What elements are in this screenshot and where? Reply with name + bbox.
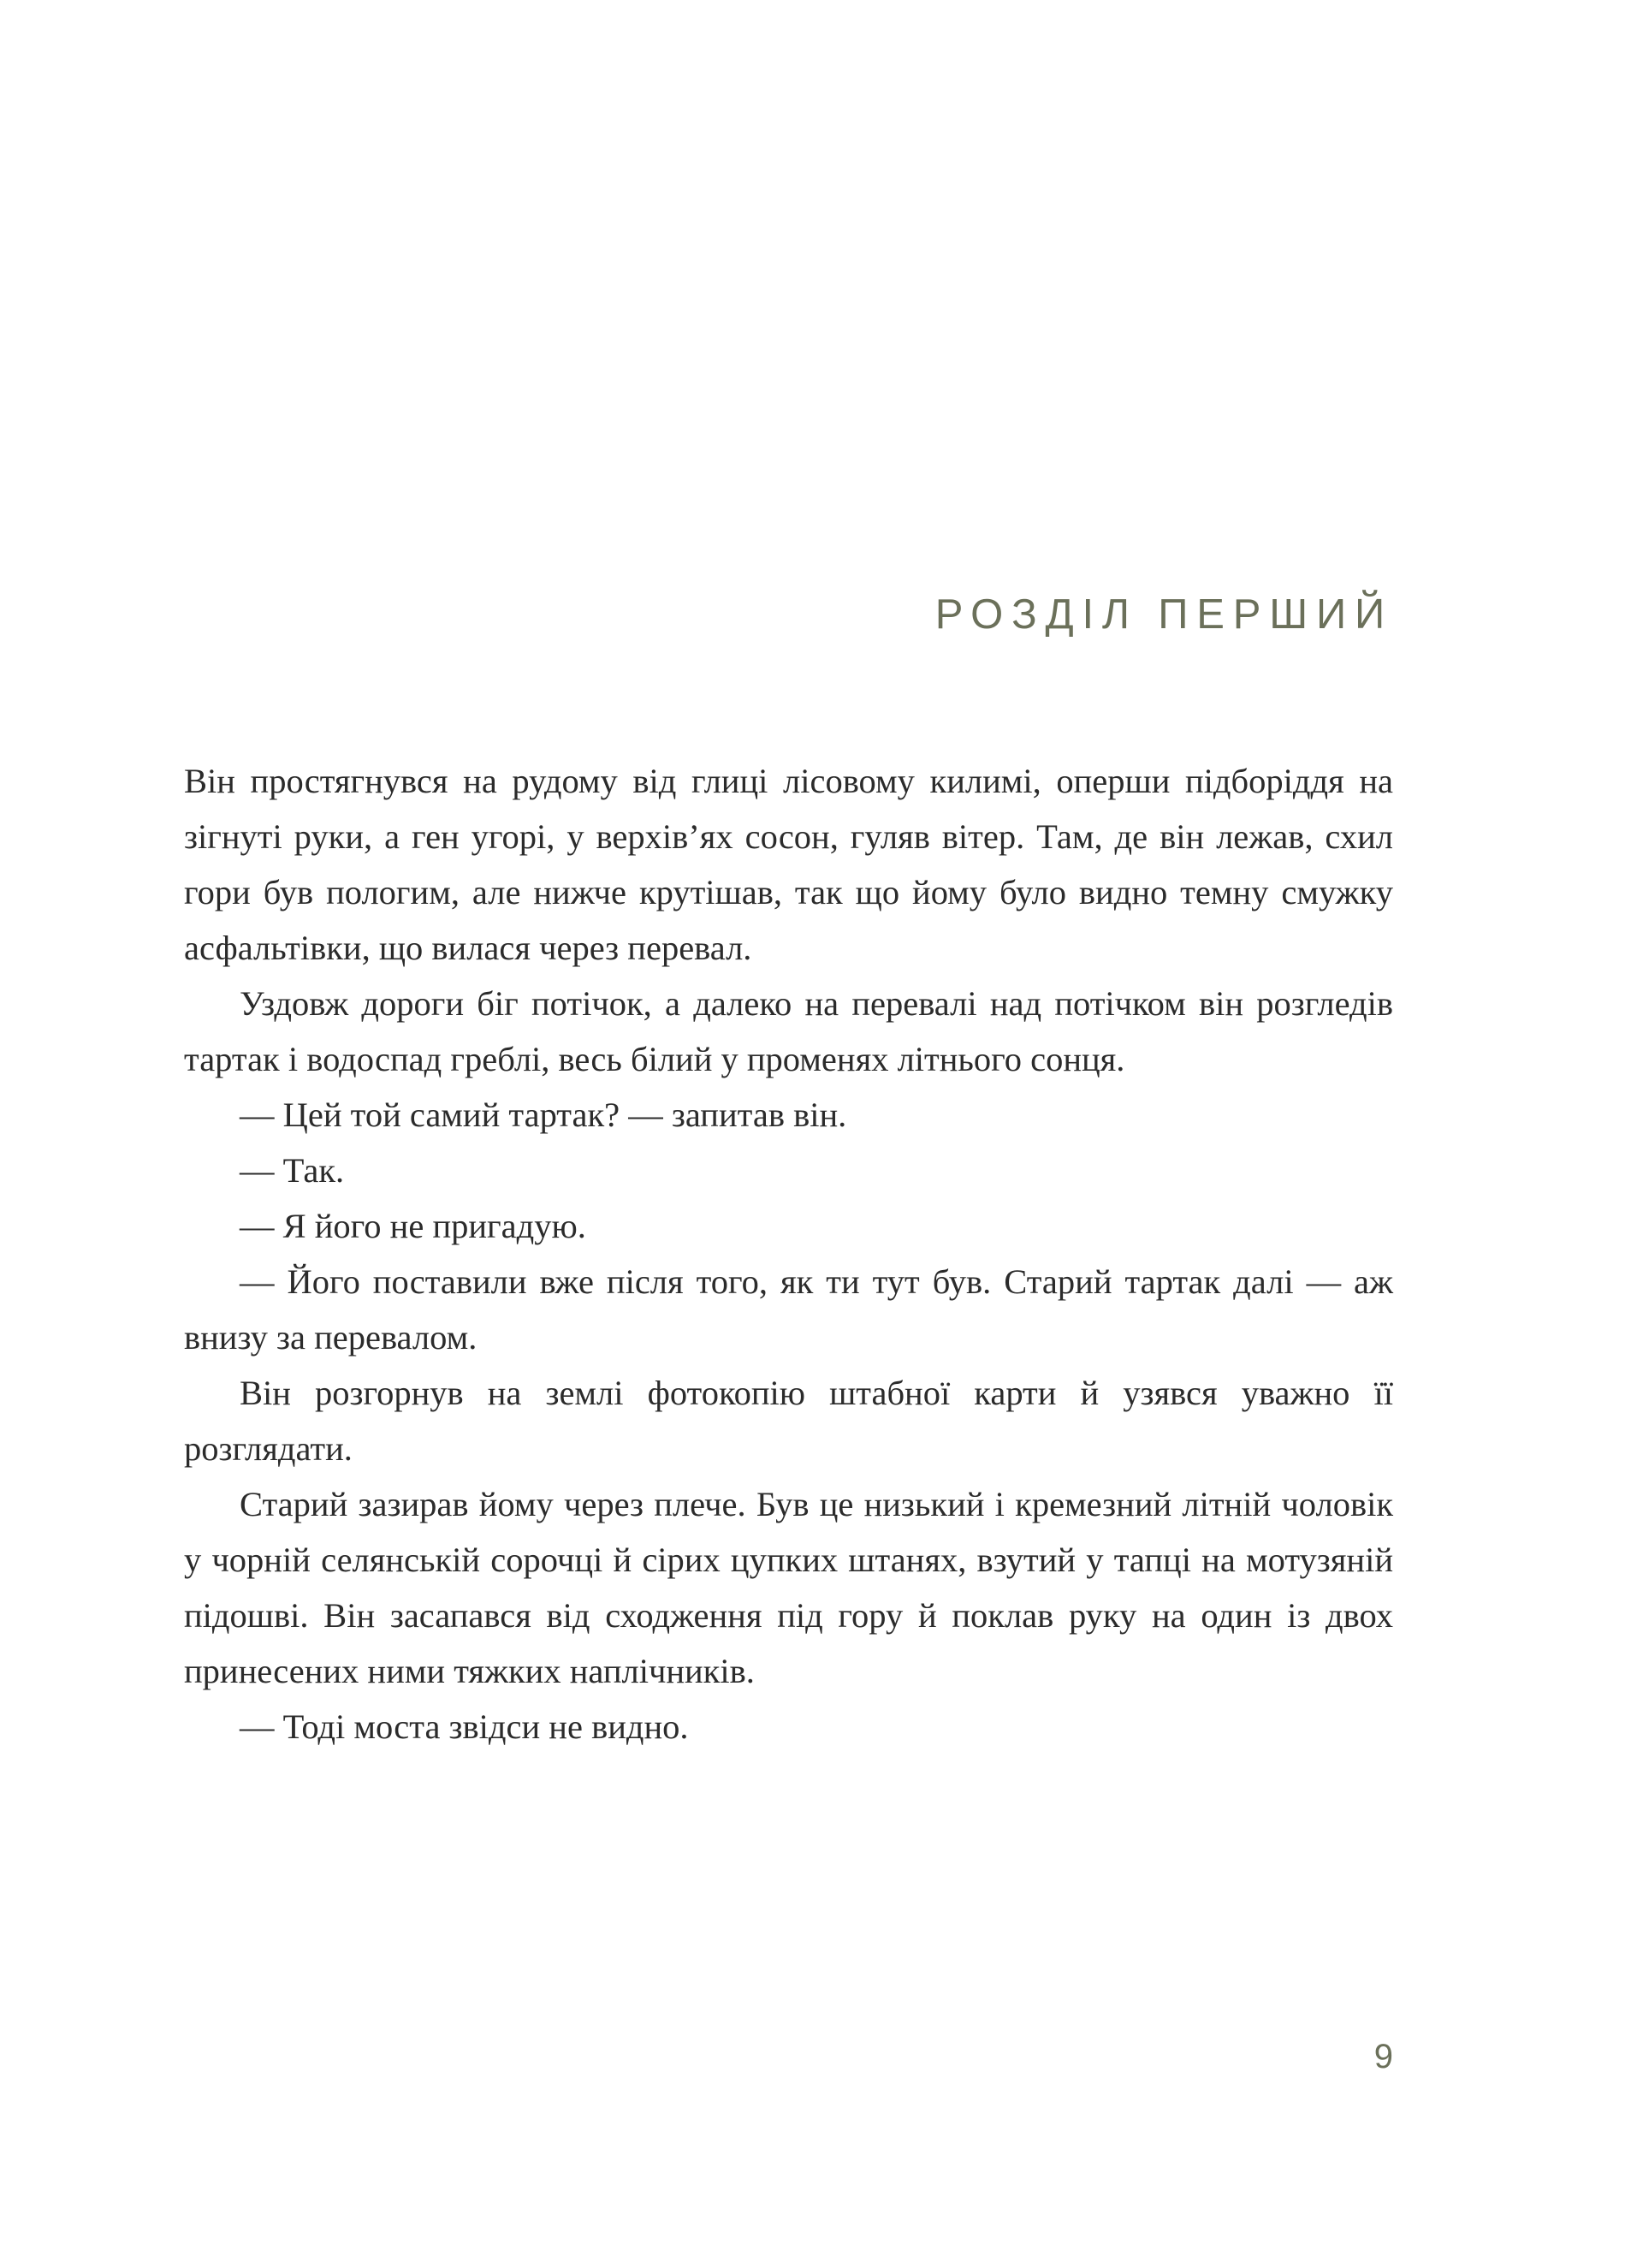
dialogue-line: — Так. <box>240 1151 345 1190</box>
text-column <box>184 0 1393 2268</box>
chapter-heading: РОЗДІЛ ПЕРШИЙ <box>934 591 1393 638</box>
dialogue-line: — Його поставили вже після того, як ти тут був. Старий тартак далі — аж внизу за перевалом. <box>184 1262 1393 1357</box>
paragraph-narrative: Він розгорнув на землі фотокопію штабної карти й узявся уважно її розглядати. <box>184 1374 1393 1468</box>
dialogue-line: — Цей той самий тартак? — запитав він. <box>240 1095 847 1134</box>
paragraph-opening: Він простягнувся на рудому від глиці лісовому килимі, оперши підборіддя на зігнуті руки, а ген угорі, у верхів’ях сосон, гуляв вітер. Там, де він лежав, схил гори був пологим, але нижче крутішав, так що йому було видно темну смужку асфальтівки, що вилася через перевал. <box>184 762 1393 967</box>
dialogue-line: — Тоді моста звідси не видно. <box>240 1707 689 1746</box>
dialogue-line: — Я його не пригадую. <box>240 1207 586 1245</box>
page-number: 9 <box>1373 2038 1393 2075</box>
body-text <box>184 753 1393 1754</box>
paragraph-narrative: Уздовж дороги біг потічок, а далеко на перевалі над потічком він розгледів тартак і водоспад греблі, весь білий у променях літнього сонця. <box>184 984 1393 1078</box>
paragraph-narrative: Старий зазирав йому через плече. Був це низький і кремезний літній чоловік у чорній селянській сорочці й сірих цупких штанях, взутий у тапці на мотузяній підошві. Він засапався від сходження під гору й поклав руку на один із двох принесених ними тяжких наплічників. <box>184 1485 1393 1690</box>
